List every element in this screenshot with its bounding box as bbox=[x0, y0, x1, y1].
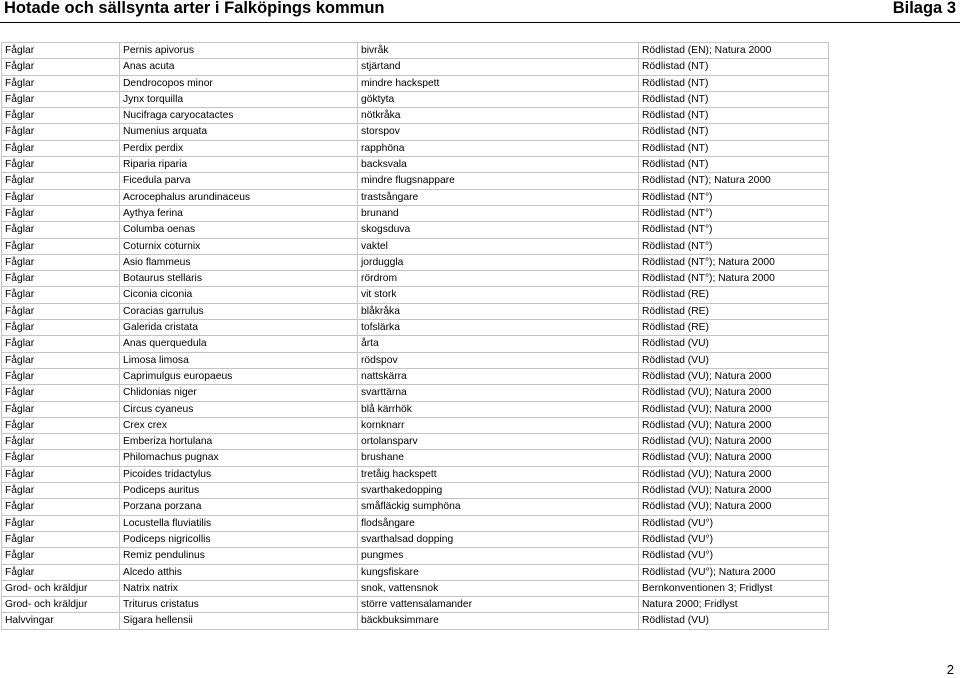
group-cell: Fåglar bbox=[2, 303, 120, 319]
appendix-label: Bilaga 3 bbox=[892, 0, 956, 17]
status-cell: Rödlistad (NT°); Natura 2000 bbox=[639, 271, 829, 287]
status-cell: Rödlistad (VU); Natura 2000 bbox=[639, 417, 829, 433]
status-cell: Rödlistad (VU°); Natura 2000 bbox=[639, 564, 829, 580]
status-cell: Rödlistad (VU°) bbox=[639, 548, 829, 564]
scientific-name-cell: Anas querquedula bbox=[120, 336, 358, 352]
table-row bbox=[2, 124, 829, 140]
common-name-cell: trastsångare bbox=[358, 189, 639, 205]
status-cell: Rödlistad (NT) bbox=[639, 59, 829, 75]
scientific-name-cell: Ciconia ciconia bbox=[120, 287, 358, 303]
group-cell: Fåglar bbox=[2, 222, 120, 238]
group-cell: Fåglar bbox=[2, 43, 120, 59]
common-name-cell: jorduggla bbox=[358, 254, 639, 270]
table-row bbox=[2, 417, 829, 433]
species-table-body bbox=[2, 43, 829, 630]
common-name-cell: svarthakedopping bbox=[358, 483, 639, 499]
common-name-cell: blå kärrhök bbox=[358, 401, 639, 417]
common-name-cell: småfläckig sumphöna bbox=[358, 499, 639, 515]
table-row bbox=[2, 368, 829, 384]
table-row bbox=[2, 59, 829, 75]
status-cell: Rödlistad (NT°) bbox=[639, 222, 829, 238]
common-name-cell: rödspov bbox=[358, 352, 639, 368]
scientific-name-cell: Anas acuta bbox=[120, 59, 358, 75]
table-row bbox=[2, 385, 829, 401]
status-cell: Rödlistad (VU); Natura 2000 bbox=[639, 385, 829, 401]
common-name-cell: pungmes bbox=[358, 548, 639, 564]
status-cell: Rödlistad (VU°) bbox=[639, 531, 829, 547]
table-row bbox=[2, 499, 829, 515]
table-row bbox=[2, 303, 829, 319]
status-cell: Rödlistad (NT°) bbox=[639, 205, 829, 221]
scientific-name-cell: Caprimulgus europaeus bbox=[120, 368, 358, 384]
group-cell: Fåglar bbox=[2, 548, 120, 564]
group-cell: Fåglar bbox=[2, 189, 120, 205]
common-name-cell: tretåig hackspett bbox=[358, 466, 639, 482]
scientific-name-cell: Podiceps auritus bbox=[120, 483, 358, 499]
table-row bbox=[2, 189, 829, 205]
group-cell: Fåglar bbox=[2, 401, 120, 417]
scientific-name-cell: Asio flammeus bbox=[120, 254, 358, 270]
status-cell: Rödlistad (NT°) bbox=[639, 238, 829, 254]
scientific-name-cell: Limosa limosa bbox=[120, 352, 358, 368]
table-row bbox=[2, 613, 829, 629]
common-name-cell: blåkråka bbox=[358, 303, 639, 319]
group-cell: Fåglar bbox=[2, 91, 120, 107]
group-cell: Grod- och kräldjur bbox=[2, 580, 120, 596]
status-cell: Rödlistad (NT°) bbox=[639, 189, 829, 205]
group-cell: Fåglar bbox=[2, 531, 120, 547]
common-name-cell: nötkråka bbox=[358, 108, 639, 124]
scientific-name-cell: Podiceps nigricollis bbox=[120, 531, 358, 547]
common-name-cell: årta bbox=[358, 336, 639, 352]
scientific-name-cell: Chlidonias niger bbox=[120, 385, 358, 401]
group-cell: Fåglar bbox=[2, 108, 120, 124]
table-row bbox=[2, 466, 829, 482]
table-row bbox=[2, 531, 829, 547]
scientific-name-cell: Triturus cristatus bbox=[120, 597, 358, 613]
common-name-cell: nattskärra bbox=[358, 368, 639, 384]
scientific-name-cell: Remiz pendulinus bbox=[120, 548, 358, 564]
table-row bbox=[2, 352, 829, 368]
group-cell: Halvvingar bbox=[2, 613, 120, 629]
table-row bbox=[2, 336, 829, 352]
status-cell: Rödlistad (NT) bbox=[639, 140, 829, 156]
group-cell: Fåglar bbox=[2, 368, 120, 384]
common-name-cell: tofslärka bbox=[358, 320, 639, 336]
scientific-name-cell: Circus cyaneus bbox=[120, 401, 358, 417]
group-cell: Fåglar bbox=[2, 124, 120, 140]
scientific-name-cell: Acrocephalus arundinaceus bbox=[120, 189, 358, 205]
scientific-name-cell: Coracias garrulus bbox=[120, 303, 358, 319]
group-cell: Fåglar bbox=[2, 564, 120, 580]
scientific-name-cell: Sigara hellensii bbox=[120, 613, 358, 629]
common-name-cell: stjärtand bbox=[358, 59, 639, 75]
common-name-cell: göktyta bbox=[358, 91, 639, 107]
table-row bbox=[2, 483, 829, 499]
scientific-name-cell: Locustella fluviatilis bbox=[120, 515, 358, 531]
table-row bbox=[2, 108, 829, 124]
common-name-cell: rördrom bbox=[358, 271, 639, 287]
common-name-cell: backsvala bbox=[358, 157, 639, 173]
scientific-name-cell: Ficedula parva bbox=[120, 173, 358, 189]
scientific-name-cell: Porzana porzana bbox=[120, 499, 358, 515]
table-row bbox=[2, 287, 829, 303]
group-cell: Fåglar bbox=[2, 59, 120, 75]
scientific-name-cell: Columba oenas bbox=[120, 222, 358, 238]
table-row bbox=[2, 173, 829, 189]
group-cell: Fåglar bbox=[2, 466, 120, 482]
status-cell: Rödlistad (NT) bbox=[639, 91, 829, 107]
table-row bbox=[2, 320, 829, 336]
common-name-cell: kornknarr bbox=[358, 417, 639, 433]
common-name-cell: vit stork bbox=[358, 287, 639, 303]
common-name-cell: ortolansparv bbox=[358, 434, 639, 450]
scientific-name-cell: Philomachus pugnax bbox=[120, 450, 358, 466]
scientific-name-cell: Galerida cristata bbox=[120, 320, 358, 336]
group-cell: Fåglar bbox=[2, 205, 120, 221]
group-cell: Fåglar bbox=[2, 450, 120, 466]
common-name-cell: vaktel bbox=[358, 238, 639, 254]
status-cell: Rödlistad (NT) bbox=[639, 124, 829, 140]
group-cell: Fåglar bbox=[2, 75, 120, 91]
group-cell: Fåglar bbox=[2, 385, 120, 401]
common-name-cell: kungsfiskare bbox=[358, 564, 639, 580]
scientific-name-cell: Jynx torquilla bbox=[120, 91, 358, 107]
common-name-cell: svarttärna bbox=[358, 385, 639, 401]
page-header bbox=[0, 0, 960, 22]
table-row bbox=[2, 271, 829, 287]
table-row bbox=[2, 157, 829, 173]
header-rule bbox=[0, 22, 960, 23]
scientific-name-cell: Dendrocopos minor bbox=[120, 75, 358, 91]
table-row bbox=[2, 91, 829, 107]
table-row bbox=[2, 75, 829, 91]
table-row bbox=[2, 597, 829, 613]
group-cell: Fåglar bbox=[2, 287, 120, 303]
scientific-name-cell: Coturnix coturnix bbox=[120, 238, 358, 254]
table-row bbox=[2, 515, 829, 531]
status-cell: Rödlistad (VU); Natura 2000 bbox=[639, 466, 829, 482]
table-row bbox=[2, 43, 829, 59]
common-name-cell: snok, vattensnok bbox=[358, 580, 639, 596]
table-row bbox=[2, 401, 829, 417]
group-cell: Fåglar bbox=[2, 515, 120, 531]
common-name-cell: skogsduva bbox=[358, 222, 639, 238]
status-cell: Rödlistad (VU) bbox=[639, 352, 829, 368]
scientific-name-cell: Numenius arquata bbox=[120, 124, 358, 140]
group-cell: Fåglar bbox=[2, 499, 120, 515]
table-row bbox=[2, 205, 829, 221]
table-row bbox=[2, 238, 829, 254]
status-cell: Rödlistad (RE) bbox=[639, 320, 829, 336]
group-cell: Fåglar bbox=[2, 352, 120, 368]
common-name-cell: svarthalsad dopping bbox=[358, 531, 639, 547]
status-cell: Rödlistad (VU); Natura 2000 bbox=[639, 450, 829, 466]
table-row bbox=[2, 450, 829, 466]
group-cell: Fåglar bbox=[2, 336, 120, 352]
common-name-cell: mindre flugsnappare bbox=[358, 173, 639, 189]
common-name-cell: brushane bbox=[358, 450, 639, 466]
scientific-name-cell: Alcedo atthis bbox=[120, 564, 358, 580]
common-name-cell: rapphöna bbox=[358, 140, 639, 156]
group-cell: Fåglar bbox=[2, 434, 120, 450]
status-cell: Bernkonventionen 3; Fridlyst bbox=[639, 580, 829, 596]
group-cell: Fåglar bbox=[2, 417, 120, 433]
scientific-name-cell: Natrix natrix bbox=[120, 580, 358, 596]
status-cell: Rödlistad (VU); Natura 2000 bbox=[639, 368, 829, 384]
table-row bbox=[2, 140, 829, 156]
group-cell: Fåglar bbox=[2, 157, 120, 173]
status-cell: Rödlistad (RE) bbox=[639, 287, 829, 303]
common-name-cell: större vattensalamander bbox=[358, 597, 639, 613]
common-name-cell: storspov bbox=[358, 124, 639, 140]
common-name-cell: bäckbuksimmare bbox=[358, 613, 639, 629]
scientific-name-cell: Perdix perdix bbox=[120, 140, 358, 156]
scientific-name-cell: Crex crex bbox=[120, 417, 358, 433]
common-name-cell: bivråk bbox=[358, 43, 639, 59]
scientific-name-cell: Emberiza hortulana bbox=[120, 434, 358, 450]
group-cell: Fåglar bbox=[2, 254, 120, 270]
table-row bbox=[2, 222, 829, 238]
status-cell: Rödlistad (VU) bbox=[639, 613, 829, 629]
table-row bbox=[2, 434, 829, 450]
status-cell: Rödlistad (VU) bbox=[639, 336, 829, 352]
scientific-name-cell: Riparia riparia bbox=[120, 157, 358, 173]
status-cell: Rödlistad (NT°); Natura 2000 bbox=[639, 254, 829, 270]
status-cell: Rödlistad (VU); Natura 2000 bbox=[639, 434, 829, 450]
status-cell: Rödlistad (VU); Natura 2000 bbox=[639, 483, 829, 499]
page-number: 2 bbox=[946, 662, 954, 677]
scientific-name-cell: Botaurus stellaris bbox=[120, 271, 358, 287]
table-row bbox=[2, 580, 829, 596]
scientific-name-cell: Pernis apivorus bbox=[120, 43, 358, 59]
group-cell: Fåglar bbox=[2, 271, 120, 287]
status-cell: Rödlistad (NT) bbox=[639, 157, 829, 173]
status-cell: Rödlistad (RE) bbox=[639, 303, 829, 319]
status-cell: Rödlistad (EN); Natura 2000 bbox=[639, 43, 829, 59]
species-table bbox=[1, 42, 829, 630]
table-row bbox=[2, 254, 829, 270]
group-cell: Grod- och kräldjur bbox=[2, 597, 120, 613]
common-name-cell: flodsångare bbox=[358, 515, 639, 531]
status-cell: Rödlistad (NT) bbox=[639, 108, 829, 124]
group-cell: Fåglar bbox=[2, 320, 120, 336]
status-cell: Natura 2000; Fridlyst bbox=[639, 597, 829, 613]
table-row bbox=[2, 548, 829, 564]
group-cell: Fåglar bbox=[2, 173, 120, 189]
status-cell: Rödlistad (NT) bbox=[639, 75, 829, 91]
group-cell: Fåglar bbox=[2, 483, 120, 499]
status-cell: Rödlistad (VU); Natura 2000 bbox=[639, 401, 829, 417]
scientific-name-cell: Aythya ferina bbox=[120, 205, 358, 221]
common-name-cell: mindre hackspett bbox=[358, 75, 639, 91]
group-cell: Fåglar bbox=[2, 238, 120, 254]
scientific-name-cell: Picoides tridactylus bbox=[120, 466, 358, 482]
scientific-name-cell: Nucifraga caryocatactes bbox=[120, 108, 358, 124]
table-row bbox=[2, 564, 829, 580]
group-cell: Fåglar bbox=[2, 140, 120, 156]
common-name-cell: brunand bbox=[358, 205, 639, 221]
status-cell: Rödlistad (VU); Natura 2000 bbox=[639, 499, 829, 515]
status-cell: Rödlistad (NT); Natura 2000 bbox=[639, 173, 829, 189]
document-title: Hotade och sällsynta arter i Falköpings kommun bbox=[4, 0, 385, 17]
status-cell: Rödlistad (VU°) bbox=[639, 515, 829, 531]
